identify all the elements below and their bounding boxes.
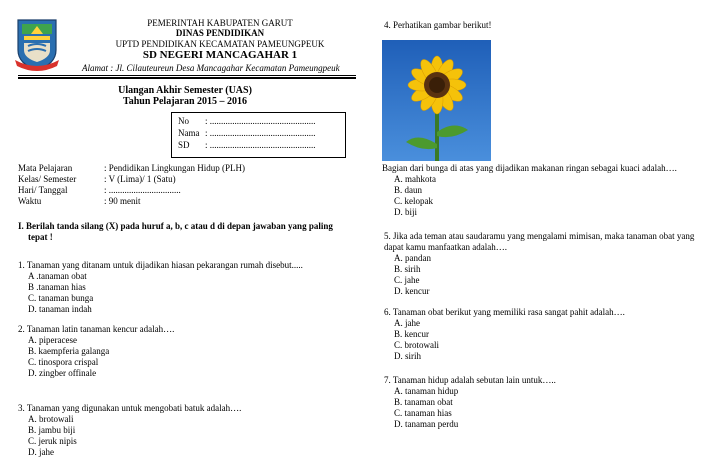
option-b[interactable]: B. kencur (394, 329, 429, 339)
option-d[interactable]: D. tanaman indah (28, 304, 92, 314)
option-d[interactable]: D. biji (394, 207, 418, 217)
header-school-name: SD NEGERI MANCAGAHAR 1 (142, 49, 298, 61)
option-b[interactable]: B. sirih (394, 264, 421, 274)
question-4-text: Bagian dari bunga di atas yang dijadikan makanan ringan sebagai kuaci adalah…. (382, 163, 677, 173)
question-1 (18, 260, 303, 315)
info-subject-value: : Pendidikan Lingkungan Hidup (PLH) (104, 163, 245, 173)
info-class-label: Kelas/ Semester (18, 174, 77, 184)
option-a[interactable]: A .tanaman obat (28, 271, 87, 281)
id-school-label: SD (178, 140, 190, 150)
option-d[interactable]: D. kencur (394, 286, 430, 296)
sunflower-image (382, 40, 491, 161)
header-government: PEMERINTAH KABUPATEN GARUT (147, 18, 293, 28)
question-text: 7. Tanaman hidup adalah sebutan lain untuk….. (384, 375, 556, 385)
option-c[interactable]: C. tanaman bunga (28, 293, 94, 303)
option-a[interactable]: A. tanaman hidup (394, 386, 459, 396)
header-uptd: UPTD PENDIDIKAN KECAMATAN PAMEUNGPEUK (115, 39, 325, 49)
question-text: 3. Tanaman yang digunakan untuk mengobati batuk adalah…. (18, 403, 242, 413)
exam-title: Ulangan Akhir Semester (UAS) (118, 85, 252, 96)
option-d[interactable]: D. zingber offinale (28, 368, 97, 378)
exam-year: Tahun Pelajaran 2015 – 2016 (122, 96, 248, 107)
option-c[interactable]: C. brotowali (394, 340, 439, 350)
option-a[interactable]: A. jahe (394, 318, 420, 328)
option-d[interactable]: D. tanaman perdu (394, 419, 459, 429)
header-address: Alamat : Jl. Cilauteureun Desa Mancagahar Kecamatan Pameungpeuk (82, 63, 340, 73)
option-b[interactable]: B. jambu biji (28, 425, 76, 435)
info-time-label: Waktu (18, 196, 42, 206)
question-text: 2. Tanaman latin tanaman kencur adalah…. (18, 324, 175, 334)
header-divider (18, 75, 356, 76)
question-4-options (384, 174, 436, 218)
option-a[interactable]: A. brotowali (28, 414, 74, 424)
question-2 (18, 324, 174, 379)
option-a[interactable]: A. pandan (394, 253, 431, 263)
option-d[interactable]: D. sirih (394, 351, 421, 361)
id-school-field[interactable]: : ............................................... (205, 140, 316, 150)
info-subject-label: Mata Pelajaran (18, 163, 73, 173)
id-name-label: Nama (178, 128, 200, 138)
section-instruction-cont: tepat ! (28, 232, 53, 242)
info-date-label: Hari/ Tanggal (18, 185, 68, 195)
header-agency: DINAS PENDIDIKAN (175, 28, 265, 38)
question-7 (384, 375, 556, 430)
option-c[interactable]: C. tanaman hias (394, 408, 452, 418)
info-date-value[interactable]: : ................................ (104, 185, 181, 195)
id-no-label: No (178, 116, 189, 126)
option-c[interactable]: C. tinospora crispal (28, 357, 99, 367)
option-b[interactable]: B .tanaman hias (28, 282, 86, 292)
question-text-cont: dapat kamu manfaatkan adalah…. (384, 242, 507, 252)
option-b[interactable]: B. kaempferia galanga (28, 346, 110, 356)
question-3 (18, 403, 241, 458)
question-text: 6. Tanaman obat berikut yang memiliki rasa sangat pahit adalah…. (384, 307, 625, 317)
header-divider-thick (18, 77, 356, 79)
option-a[interactable]: A. piperacese (28, 335, 77, 345)
section-instruction: I. Berilah tanda silang (X) pada huruf a, b, c atau d di depan jawaban yang paling (18, 221, 333, 231)
id-no-field[interactable]: : ............................................... (205, 116, 316, 126)
option-b[interactable]: B. tanaman obat (394, 397, 453, 407)
question-text: 1. Tanaman yang ditanam untuk dijadikan hiasan pekarangan rumah disebut..... (18, 260, 303, 270)
option-c[interactable]: C. kelopak (394, 196, 433, 206)
option-b[interactable]: B. daun (394, 185, 422, 195)
info-class-value: : V (Lima)/ 1 (Satu) (104, 174, 176, 184)
option-d[interactable]: D. jahe (28, 447, 54, 457)
option-c[interactable]: C. jahe (394, 275, 420, 285)
info-time-value: : 90 menit (104, 196, 141, 206)
option-a[interactable]: A. mahkota (394, 174, 436, 184)
question-6 (384, 307, 625, 362)
id-name-field[interactable]: : ............................................... (205, 128, 316, 138)
question-text: 5. Jika ada teman atau saudaramu yang mengalami mimisan, maka tanaman obat yang (384, 231, 695, 241)
question-5 (384, 231, 694, 297)
garut-regency-logo-icon (14, 16, 60, 72)
question-4-prompt: 4. Perhatikan gambar berikut! (384, 20, 492, 30)
option-c[interactable]: C. jeruk nipis (28, 436, 77, 446)
